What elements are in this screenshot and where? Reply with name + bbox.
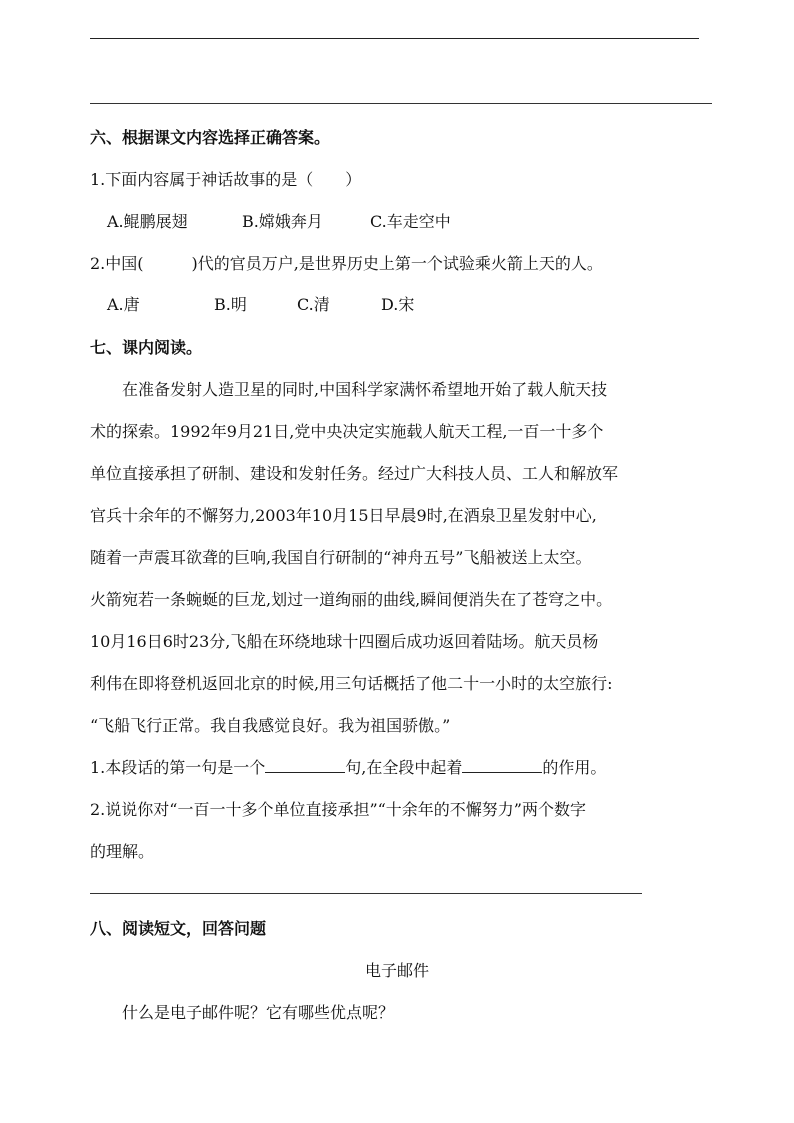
passage-line: 官兵十余年的不懈努力,2003年10月15日早晨9时,在酒泉卫星发射中心, — [90, 506, 597, 525]
question-7-2-line-1: 2.说说你对“一百一十多个单位直接承担”“十余年的不懈努力”两个数字 — [90, 800, 586, 819]
passage-line: 在准备发射人造卫星的同时,中国科学家满怀希望地开始了载人航天技 — [90, 380, 608, 399]
question-7-1 — [90, 758, 606, 778]
section-7-title: 七、课内阅读。 — [90, 338, 203, 357]
fill-blank[interactable] — [462, 758, 542, 773]
option-6-2-d: D.宋 — [381, 295, 415, 314]
answer-line — [90, 103, 712, 104]
option-6-2-b: B.明 — [214, 295, 247, 314]
answer-line — [90, 893, 642, 894]
passage-line: 10月16日6时23分,飞船在环绕地球十四圈后成功返回着陆场。航天员杨 — [90, 632, 599, 651]
passage-line: 火箭宛若一条蜿蜒的巨龙,划过一道绚丽的曲线,瞬间便消失在了苍穹之中。 — [90, 590, 613, 609]
question-6-2: 2.中国( )代的官员万户,是世界历史上第一个试验乘火箭上天的人。 — [90, 254, 603, 273]
passage-line: “飞船飞行正常。我自我感觉良好。我为祖国骄傲。” — [90, 716, 451, 735]
option-6-1-a: A.鲲鹏展翅 — [107, 212, 188, 231]
passage-line: 术的探索。1992年9月21日,党中央决定实施载人航天工程,一百一十多个 — [90, 422, 604, 441]
fill-blank[interactable] — [265, 758, 345, 773]
passage-line: 单位直接承担了研制、建设和发射任务。经过广大科技人员、工人和解放军 — [90, 464, 619, 483]
option-6-1-c: C.车走空中 — [370, 212, 451, 231]
question-6-1: 1.下面内容属于神话故事的是（ ） — [90, 170, 362, 189]
passage-line: 随着一声震耳欲聋的巨响,我国自行研制的“神舟五号”飞船被送上太空。 — [90, 548, 592, 567]
article-title: 电子邮件 — [364, 961, 429, 980]
question-7-1-part-c: 的作用。 — [542, 758, 607, 777]
question-7-1-part-a: 1.本段话的第一句是一个 — [90, 758, 266, 777]
section-8-title: 八、阅读短文，回答问题 — [90, 919, 267, 938]
question-7-2-line-2: 的理解。 — [90, 842, 155, 861]
option-6-1-b: B.嫦娥奔月 — [242, 212, 323, 231]
article-first-line: 什么是电子邮件呢？它有哪些优点呢？ — [90, 1003, 395, 1022]
header-rule — [90, 38, 699, 39]
option-6-2-c: C.清 — [297, 295, 330, 314]
question-7-1-part-b: 句,在全段中起着 — [345, 758, 463, 777]
option-6-2-a: A.唐 — [107, 295, 140, 314]
passage-line: 利伟在即将登机返回北京的时候,用三句话概括了他二十一小时的太空旅行: — [90, 674, 613, 693]
section-6-title: 六、根据课文内容选择正确答案。 — [90, 128, 331, 147]
